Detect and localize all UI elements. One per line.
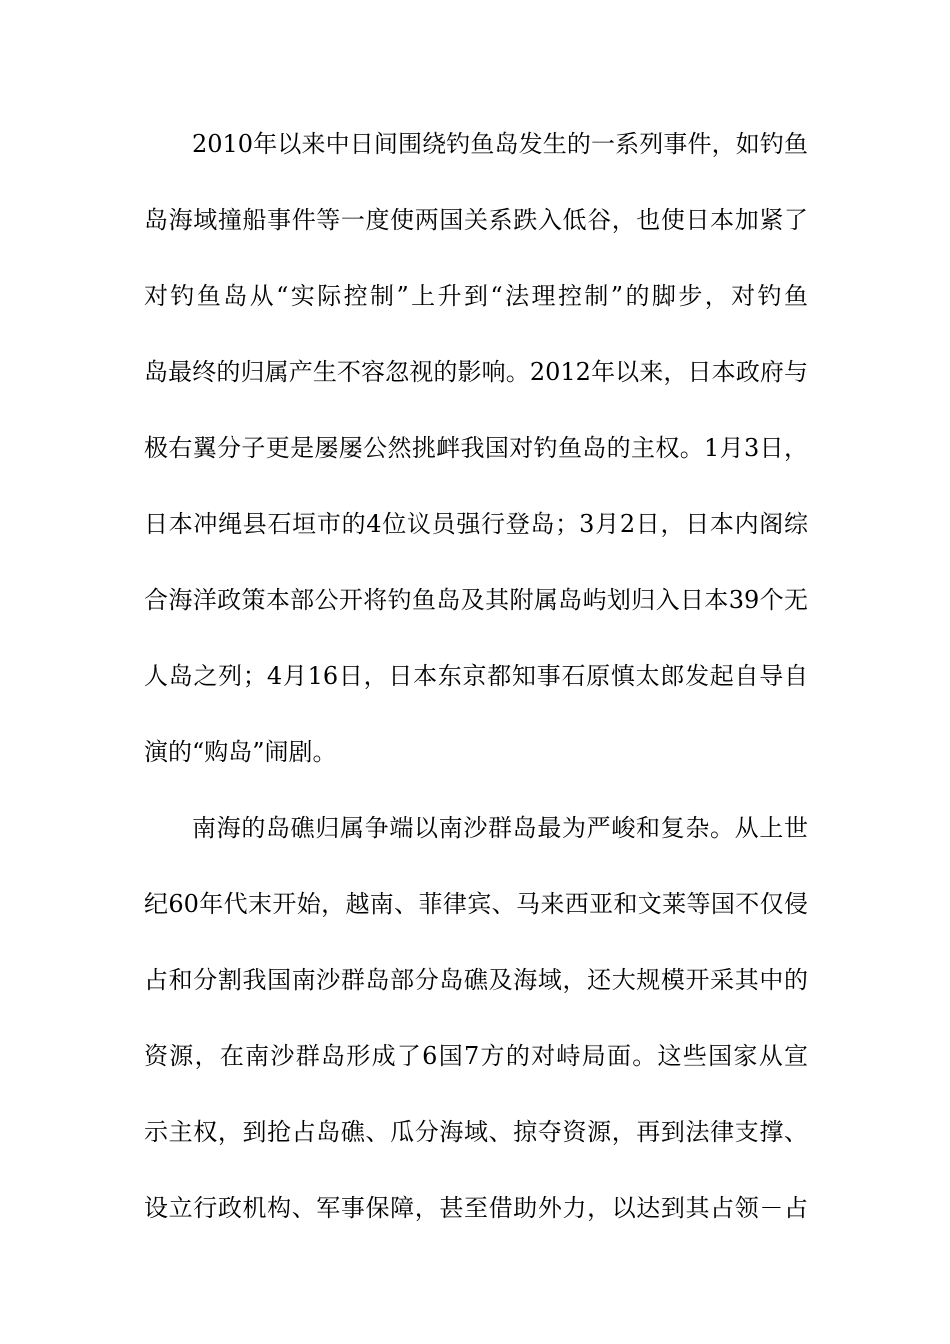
text-line: 占和分割我国南沙群岛部分岛礁及海域，还大规模开采其中的 [144,966,808,994]
text-line: 日本冲绳县石垣市的4位议员强行登岛；3月2日，日本内阁综 [144,510,808,538]
text-line: 纪60年代末开始，越南、菲律宾、马来西亚和文莱等国不仅侵 [144,890,808,918]
text-line: 合海洋政策本部公开将钓鱼岛及其附属岛屿划归入日本39个无 [144,586,808,614]
text-line: 南海的岛礁归属争端以南沙群岛最为严峻和复杂。从上世 [192,814,808,842]
text-line: 岛海域撞船事件等一度使两国关系跌入低谷，也使日本加紧了 [144,206,808,234]
text-line: 对钓鱼岛从“实际控制”上升到“法理控制”的脚步，对钓鱼 [144,282,808,310]
text-line: 演的“购岛”闹剧。 [144,738,337,766]
text-line: 2010年以来中日间围绕钓鱼岛发生的一系列事件，如钓鱼 [192,130,808,158]
text-line: 示主权，到抢占岛礁、瓜分海域、掠夺资源，再到法律支撑、 [144,1118,808,1146]
text-line: 设立行政机构、军事保障，甚至借助外力，以达到其占领－占 [144,1194,808,1222]
text-line: 岛最终的归属产生不容忽视的影响。2012年以来，日本政府与 [144,358,808,386]
text-line: 极右翼分子更是屡屡公然挑衅我国对钓鱼岛的主权。1月3日， [144,434,808,462]
text-line: 资源，在南沙群岛形成了6国7方的对峙局面。这些国家从宣 [144,1042,808,1070]
text-line: 人岛之列；4月16日，日本东京都知事石原慎太郎发起自导自 [144,662,808,690]
